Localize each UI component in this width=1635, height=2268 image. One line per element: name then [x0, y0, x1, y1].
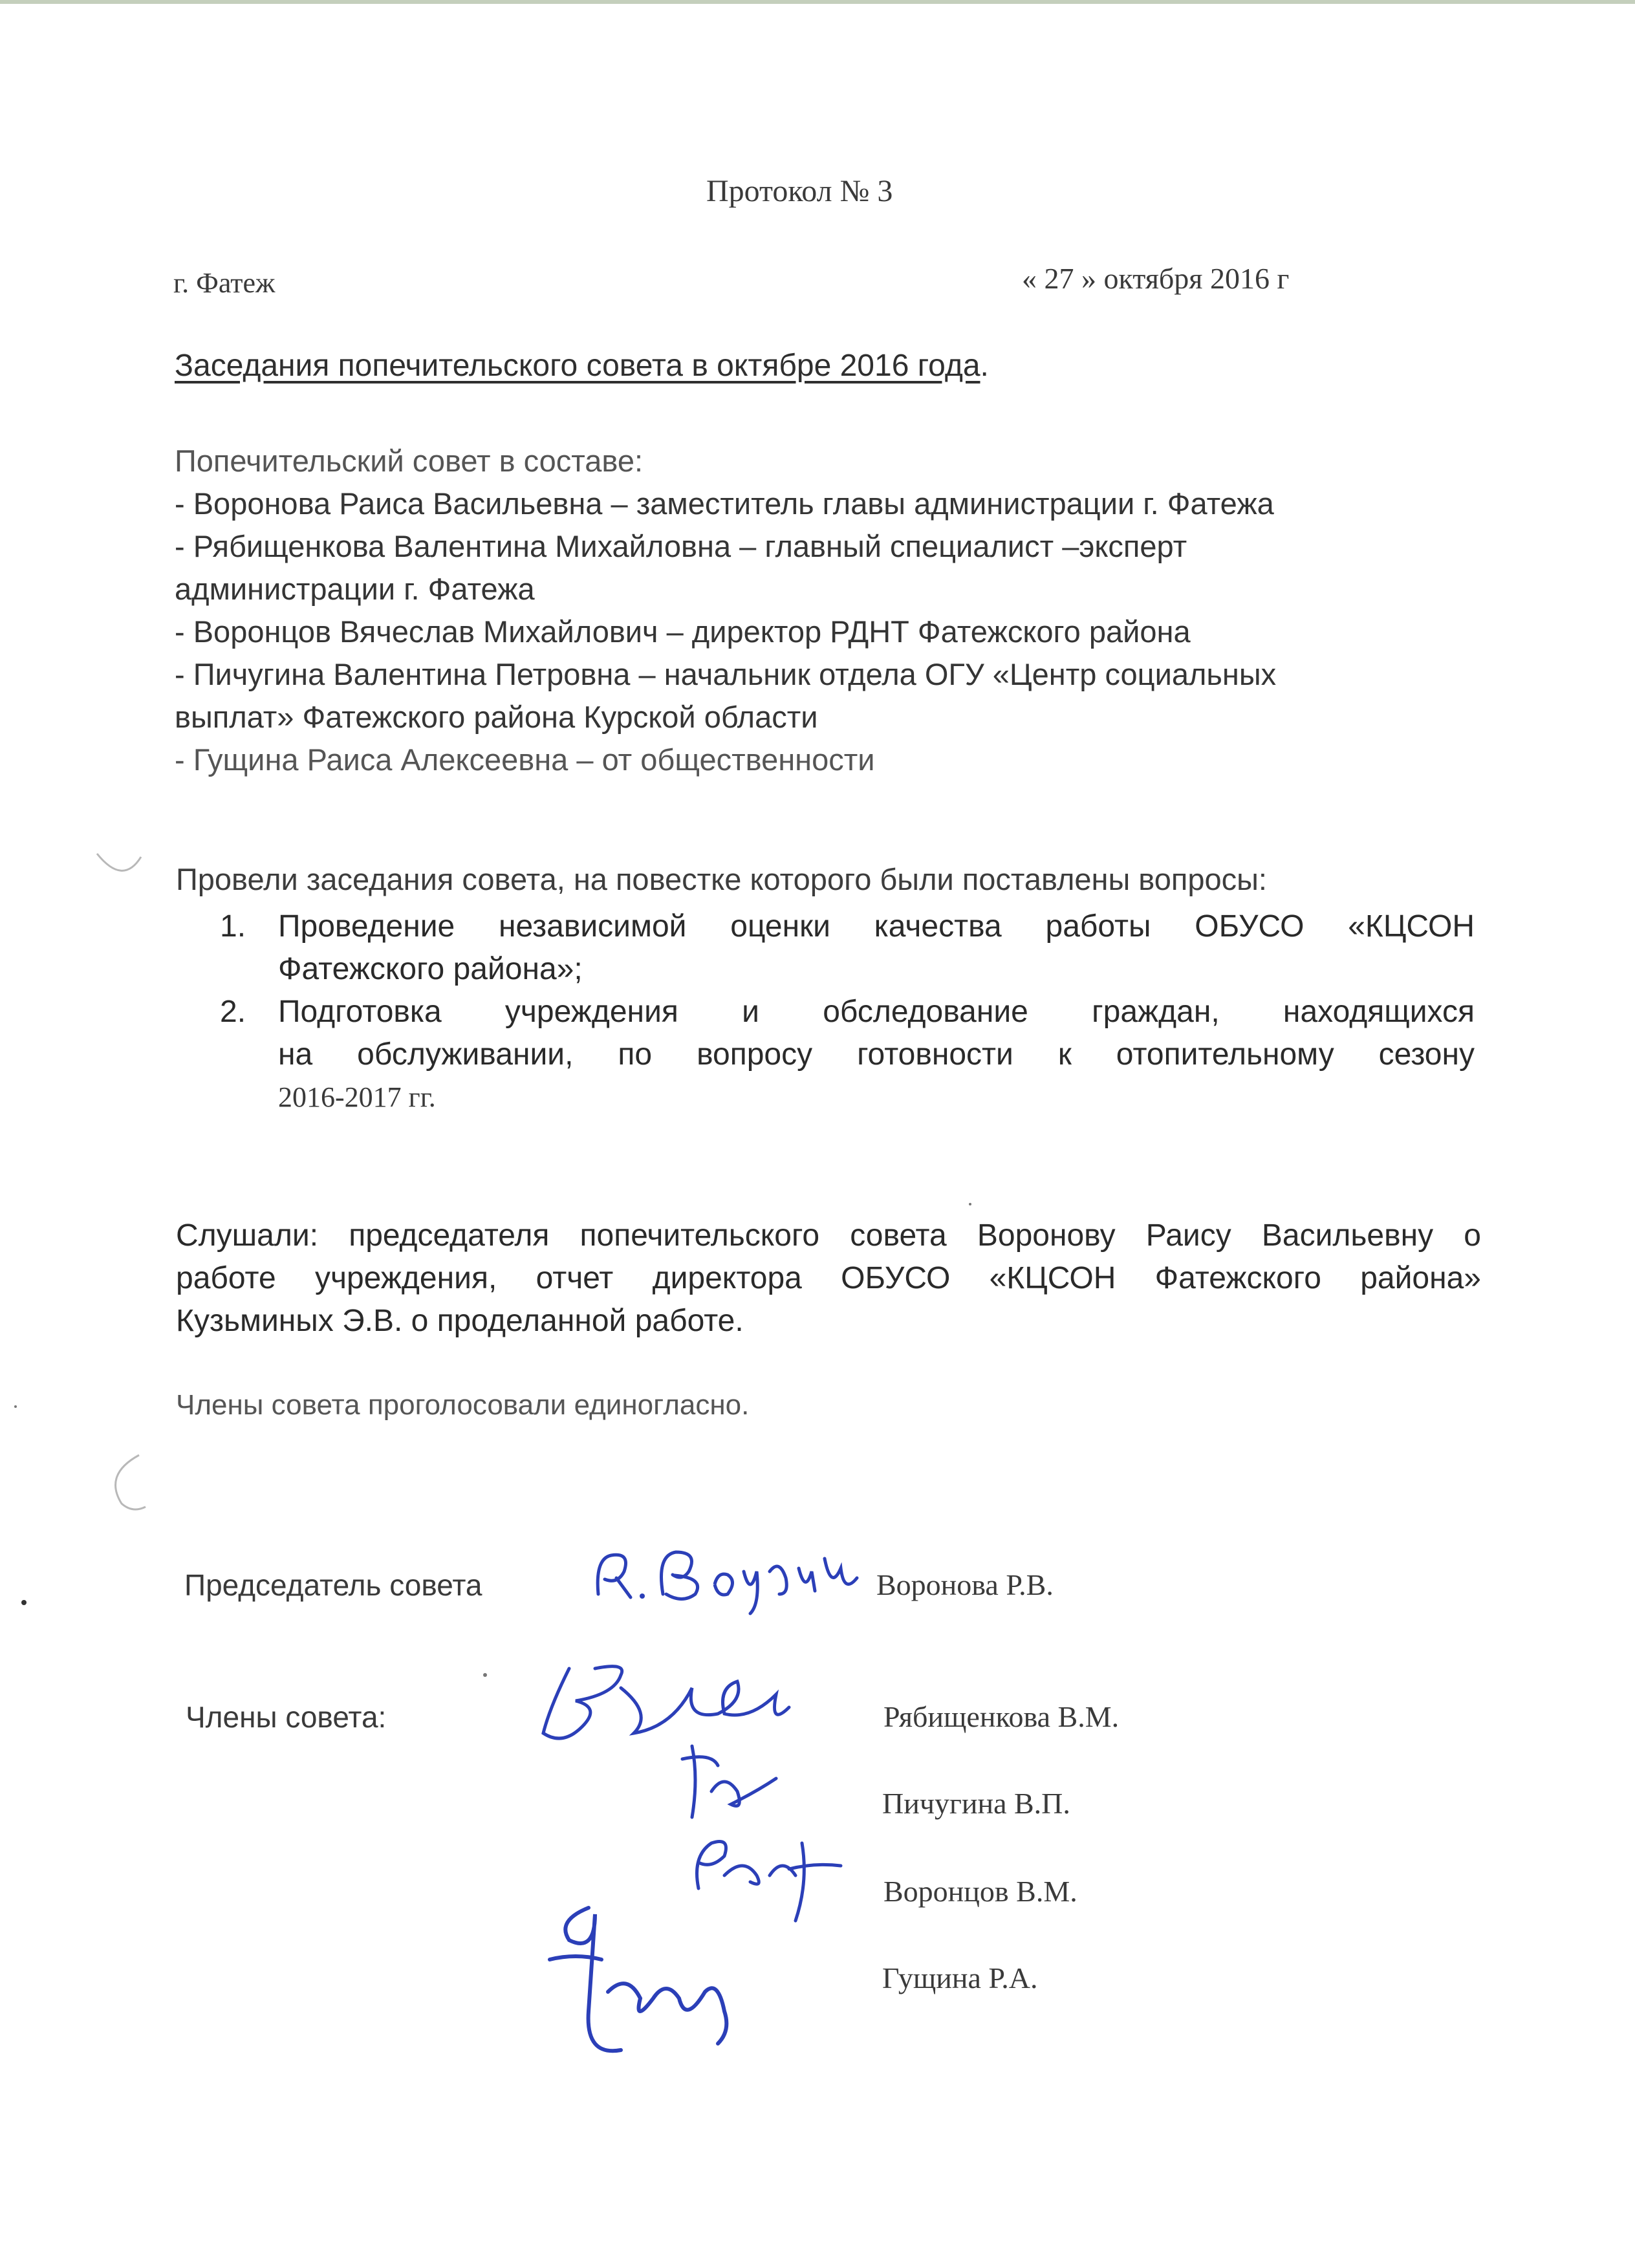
scan-dot [483, 1673, 487, 1677]
agenda-line: 2016-2017 гг. [278, 1081, 436, 1113]
chair-signature [585, 1533, 896, 1617]
signatory-name: Гущина Р.А. [882, 1961, 1038, 1994]
chair-name: Воронова Р.В. [876, 1568, 1054, 1601]
hole-mark-top [97, 854, 141, 870]
heard-line: Кузьминых Э.В. о проделанной работе. [176, 1304, 744, 1338]
vote-result: Члены совета проголосовали единогласно. [176, 1389, 750, 1421]
members-label: Члены совета: [186, 1700, 387, 1734]
chair-label: Председатель совета [184, 1568, 482, 1602]
member-line: - Воронцов Вячеслав Михайлович – директор РДНТ Фатежского района [175, 614, 1191, 649]
heard-section [176, 1215, 1481, 1343]
agenda-number: 2. [220, 995, 246, 1029]
member-signature-2 [673, 1740, 802, 1830]
members-intro: Попечительский совет в составе: [175, 444, 644, 478]
member-line: администрации г. Фатежа [175, 572, 535, 606]
signatory-name: Воронцов В.М. [883, 1875, 1077, 1908]
agenda-item [220, 991, 1475, 1119]
member-line: - Воронова Раиса Васильевна – заместитель главы администрации г. Фатежа [175, 486, 1274, 521]
agenda-number: 1. [220, 909, 246, 944]
scan-dot [14, 1405, 17, 1408]
signatory-name: Пичугина В.П. [882, 1787, 1070, 1820]
signatory-name: Рябищенкова В.М. [883, 1700, 1120, 1733]
heard-line: работе учреждения, отчет директора ОБУСО «КЦСОН Фатежского района» [176, 1261, 1481, 1295]
subject-end: . [980, 349, 989, 383]
scan-dot [969, 1203, 971, 1205]
members-section [175, 440, 1500, 781]
subject: Заседания попечительского совета в октябре 2016 года [175, 349, 980, 383]
city: г. Фатеж [173, 267, 276, 299]
member-line: - Гущина Раиса Алексеевна – от общественности [175, 742, 875, 777]
subject-line [175, 348, 989, 383]
member-signature-4 [530, 1895, 763, 2076]
agenda-line: Фатежского района»; [278, 952, 583, 986]
member-line: - Пичугина Валентина Петровна – начальник отдела ОГУ «Центр социальных [175, 657, 1277, 691]
agenda-list [220, 905, 1475, 1119]
date: « 27 » октября 2016 г [1022, 262, 1290, 295]
hole-mark-bottom [116, 1455, 146, 1509]
agenda-line: на обслуживании, по вопросу готовности к отопительному сезону [278, 1037, 1475, 1072]
agenda-line: Проведение независимой оценки качества работы ОБУСО «КЦСОН [278, 909, 1475, 944]
agenda-item [220, 905, 1475, 991]
heard-line: Слушали: председателя попечительского совета Воронову Раису Васильевну о [176, 1218, 1481, 1253]
agenda-intro: Провели заседания совета, на повестке которого были поставлены вопросы: [176, 862, 1267, 896]
agenda-line: Подготовка учреждения и обследование граждан, находящихся [278, 995, 1475, 1029]
member-line: - Рябищенкова Валентина Михайловна – главный специалист –эксперт [175, 529, 1187, 563]
page-title: Протокол № 3 [706, 174, 893, 208]
member-line: выплат» Фатежского района Курской области [175, 700, 818, 734]
scan-dot [21, 1600, 27, 1605]
